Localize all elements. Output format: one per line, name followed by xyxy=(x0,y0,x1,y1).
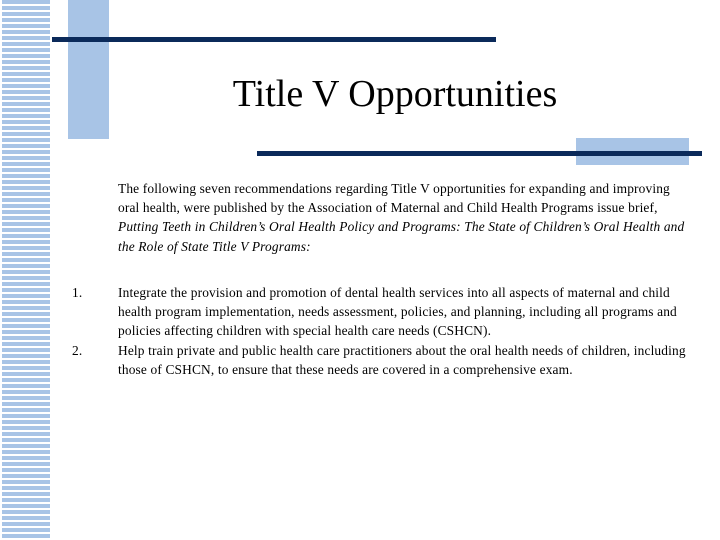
list-item xyxy=(72,341,692,379)
left-stripe-decoration xyxy=(0,0,50,540)
intro-italic-title: Putting Teeth in Children’s Oral Health Policy and Programs: The State of Children’s Oral Health and the Role of State Title V Programs: xyxy=(118,219,685,254)
slide-title: Title V Opportunities xyxy=(232,73,558,115)
list-item-text: Integrate the provision and promotion of dental health services into all aspects of maternal and child health program implementation, needs assessment, policies, and planning, including all programs and policies affecting children with special health care needs (CSHCN). xyxy=(118,285,677,339)
list-item-text: Help train private and public health care practitioners about the oral health needs of children, including those of CSHCN, to ensure that these needs are covered in a comprehensive exam. xyxy=(118,342,686,377)
list-item-number: 1. xyxy=(72,285,83,300)
recommendations-list xyxy=(72,283,692,379)
list-item xyxy=(72,283,692,341)
intro-paragraph xyxy=(118,179,693,256)
intro-text: The following seven recommendations regarding Title V opportunities for expanding and improving oral health, were published by the Association of Maternal and Child Health Programs issue brief, xyxy=(118,181,670,216)
top-dark-bar xyxy=(52,37,496,42)
top-left-accent-block xyxy=(68,0,109,139)
middle-dark-bar xyxy=(257,151,702,156)
list-item-number: 2. xyxy=(72,342,83,358)
